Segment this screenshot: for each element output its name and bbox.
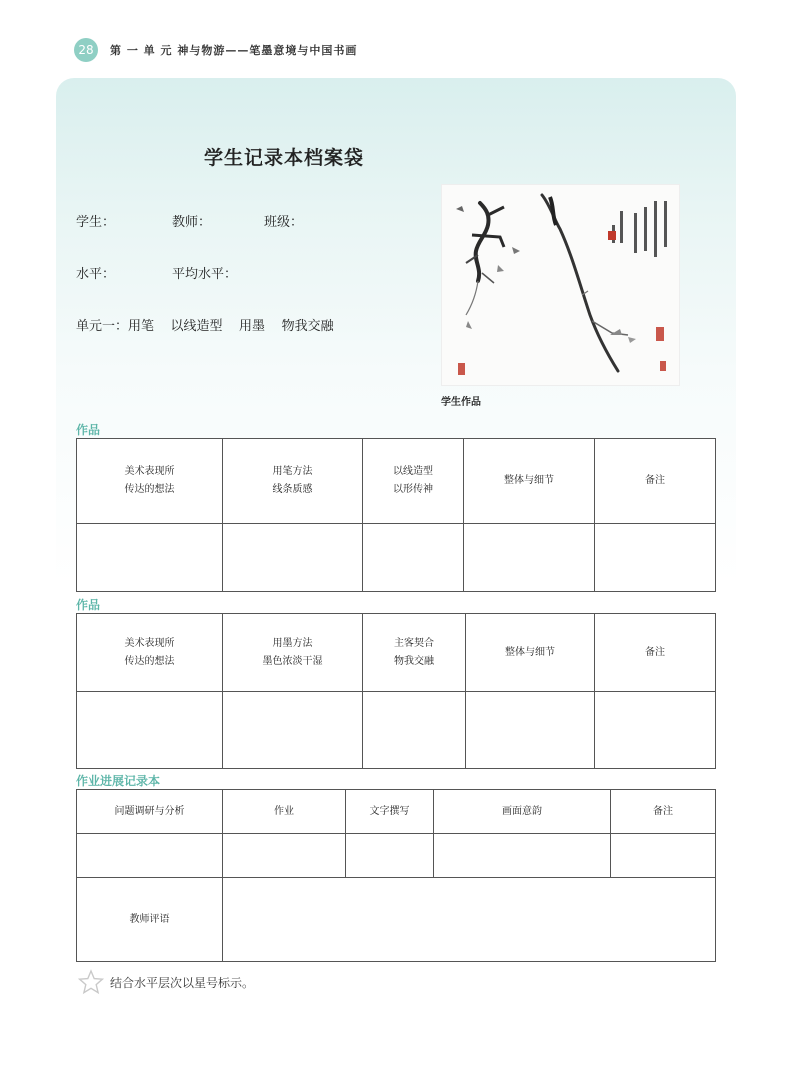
average-level-label: 平均水平： [172,267,238,282]
teacher-label: 教师： [172,215,212,230]
page-header [74,38,357,62]
star-icon [78,969,104,995]
student-label: 学生： [76,215,116,230]
unit-topics: 单元一：用笔 以线造型 用墨 物我交融 [76,319,334,334]
header-cell: 备注 [595,614,716,692]
section-label-works-2: 作品 [76,598,101,612]
header-cell: 整体与细节 [466,614,595,692]
blank-cell [595,524,716,592]
header-cell: 画面意韵 [434,790,611,834]
blank-cell [223,524,363,592]
footnote [78,969,254,995]
teacher-comment-label: 教师评语 [77,878,223,962]
header-cell: 备注 [595,439,716,524]
ink-painting-image [442,185,681,387]
header-cell: 以线造型 以形传神 [363,439,464,524]
blank-cell [223,692,363,769]
teacher-comment-area [223,878,716,962]
student-artwork [441,184,680,386]
footnote-text: 结合水平层次以星号标示。 [110,975,255,990]
header-cell: 备注 [611,790,716,834]
artwork-caption: 学生作品 [441,397,481,408]
header-cell: 主客契合 物我交融 [363,614,466,692]
header-cell: 美术表现所 传达的想法 [77,439,223,524]
blank-cell [466,692,595,769]
blank-cell [77,524,223,592]
blank-cell [611,834,716,878]
blank-cell [595,692,716,769]
progress-table [76,789,716,962]
header-cell: 作业 [223,790,346,834]
blank-cell [434,834,611,878]
works-table-1 [76,438,716,592]
header-cell: 整体与细节 [464,439,595,524]
header-cell: 用笔方法 线条质感 [223,439,363,524]
header-cell: 美术表现所 传达的想法 [77,614,223,692]
section-label-progress: 作业进展记录本 [76,774,161,788]
class-label: 班级： [264,215,304,230]
blank-cell [77,692,223,769]
header-cell: 问题调研与分析 [77,790,223,834]
unit-title: 第 一 单 元 神与物游——笔墨意境与中国书画 [110,44,358,57]
blank-cell [363,524,464,592]
level-label: 水平： [76,267,116,282]
blank-cell [346,834,434,878]
page-title: 学生记录本档案袋 [204,147,365,169]
works-table-2 [76,613,716,769]
blank-cell [464,524,595,592]
blank-cell [363,692,466,769]
blank-cell [77,834,223,878]
page-number: 28 [74,38,98,62]
blank-cell [223,834,346,878]
header-cell: 用墨方法 墨色浓淡干湿 [223,614,363,692]
section-label-works-1: 作品 [76,423,101,437]
header-cell: 文字撰写 [346,790,434,834]
